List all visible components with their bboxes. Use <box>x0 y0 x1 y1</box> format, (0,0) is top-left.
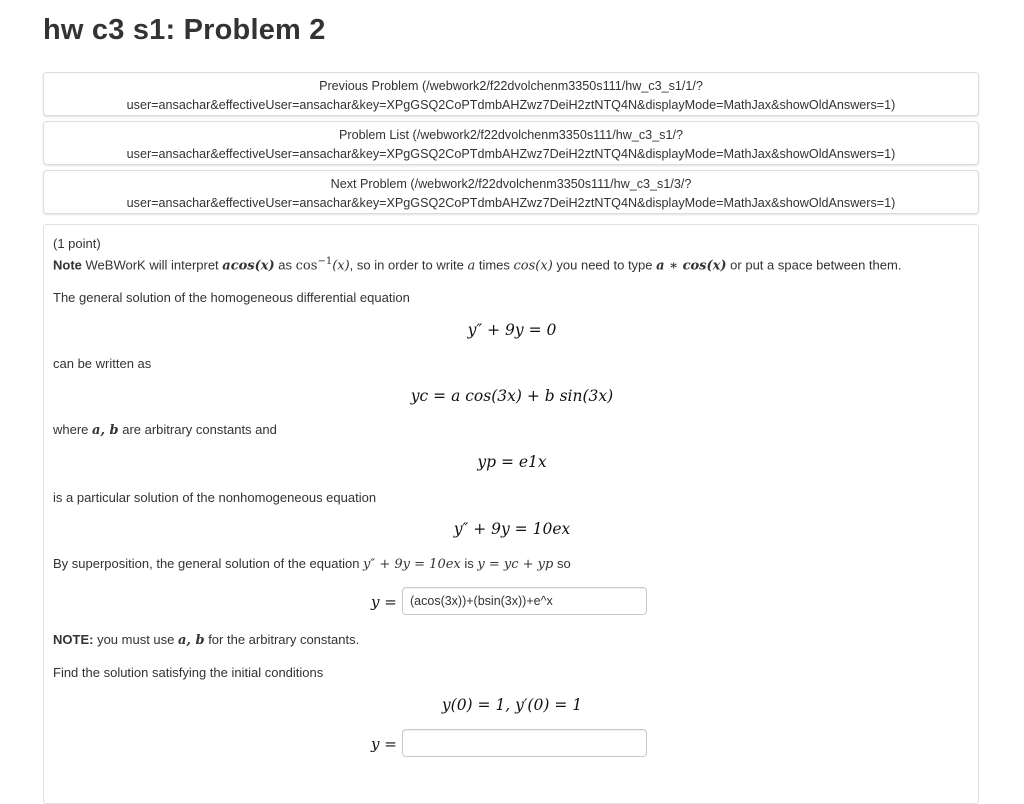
problem-list-line1: Problem List (/webwork2/f22dvolchenm3350s111/hw_c3_s1/? <box>339 128 683 142</box>
equation-yp-text: yp = e1x <box>477 453 547 471</box>
note2-text-2: for the arbitrary constants. <box>204 632 360 647</box>
superposition-y: y = yc + yp <box>477 557 554 572</box>
note-cosx: cos(x) <box>513 258 553 274</box>
note2-line <box>53 632 359 648</box>
note-text-2: as <box>274 257 296 273</box>
equation-homogeneous <box>44 321 980 339</box>
note-a: a <box>467 258 476 274</box>
note2-ab: a, b <box>178 633 205 648</box>
equation-yc <box>44 387 980 405</box>
answer-2-input[interactable] <box>402 729 647 757</box>
note-text-5: you need to type <box>552 257 657 273</box>
superposition-line <box>53 556 571 572</box>
previous-problem-line2: user=ansachar&effectiveUser=ansachar&key=XPgGSQ2CoPTdmbAHZwz7DeiH2ztNTQ4N&displayMode=MathJax&showOldAnswers=1) <box>126 98 896 112</box>
find-text: Find the solution satisfying the initial conditions <box>53 665 324 680</box>
note2-text-1: you must use <box>93 632 178 647</box>
problem-list-line2: user=ansachar&effectiveUser=ansachar&key=XPgGSQ2CoPTdmbAHZwz7DeiH2ztNTQ4N&displayMode=MathJax&showOldAnswers=1) <box>126 147 896 161</box>
note2-label: NOTE: <box>53 632 94 647</box>
next-problem-line2: user=ansachar&effectiveUser=ansachar&key=XPgGSQ2CoPTdmbAHZwz7DeiH2ztNTQ4N&displayMode=MathJax&showOldAnswers=1) <box>126 196 896 210</box>
note-cos-sup: −1 <box>317 256 333 267</box>
note-line <box>53 256 901 273</box>
note-text-4: times <box>475 257 514 273</box>
note-label: Note <box>53 257 82 273</box>
superposition-text-2: is <box>460 556 478 571</box>
previous-problem-button[interactable] <box>43 72 979 116</box>
problem-body <box>43 224 979 804</box>
problem-list-button[interactable] <box>43 121 979 165</box>
answer-1-label: y = <box>371 593 397 611</box>
page-title: hw c3 s1: Problem 2 <box>43 14 326 46</box>
superposition-text-1: By superposition, the general solution of the equation <box>53 556 364 571</box>
note-cos-arg: (x) <box>332 258 350 274</box>
points-label: (1 point) <box>53 236 101 251</box>
equation-yp <box>44 453 980 471</box>
where-ab: a, b <box>92 423 119 438</box>
equation-yc-text: yc = a cos(3x) + b sin(3x) <box>410 387 614 405</box>
superposition-eq: y″ + 9y = 10ex <box>363 557 461 572</box>
answer-2-label: y = <box>371 735 397 753</box>
superposition-text-3: so <box>553 556 571 571</box>
equation-nonhomogeneous-text: y″ + 9y = 10ex <box>453 520 571 538</box>
intro-text: The general solution of the homogeneous differential equation <box>53 290 410 305</box>
where-line <box>53 422 277 438</box>
note-acos: acos(x) <box>222 258 275 274</box>
can-be-written-text: can be written as <box>53 356 152 371</box>
next-problem-line1: Next Problem (/webwork2/f22dvolchenm3350s111/hw_c3_s1/3/? <box>330 177 692 191</box>
where-text-1: where <box>53 422 93 437</box>
note-text-1: WeBWorK will interpret <box>81 257 223 273</box>
answer-1-input[interactable] <box>402 587 647 615</box>
next-problem-button[interactable] <box>43 170 979 214</box>
equation-homogeneous-text: y″ + 9y = 0 <box>467 321 557 339</box>
note-text-6: or put a space between them. <box>726 257 902 273</box>
note-text-3: , so in order to write <box>349 257 468 273</box>
particular-text: is a particular solution of the nonhomogeneous equation <box>53 490 377 505</box>
note-typed: a ∗ cos(x) <box>656 258 727 274</box>
equation-initial-conditions <box>44 696 980 714</box>
where-text-2: are arbitrary constants and <box>118 422 277 437</box>
equation-initial-conditions-text: y(0) = 1, y′(0) = 1 <box>441 696 583 714</box>
previous-problem-line1: Previous Problem (/webwork2/f22dvolchenm3350s111/hw_c3_s1/1/? <box>319 79 703 93</box>
equation-nonhomogeneous <box>44 520 980 538</box>
note-cos: cos <box>295 258 318 274</box>
